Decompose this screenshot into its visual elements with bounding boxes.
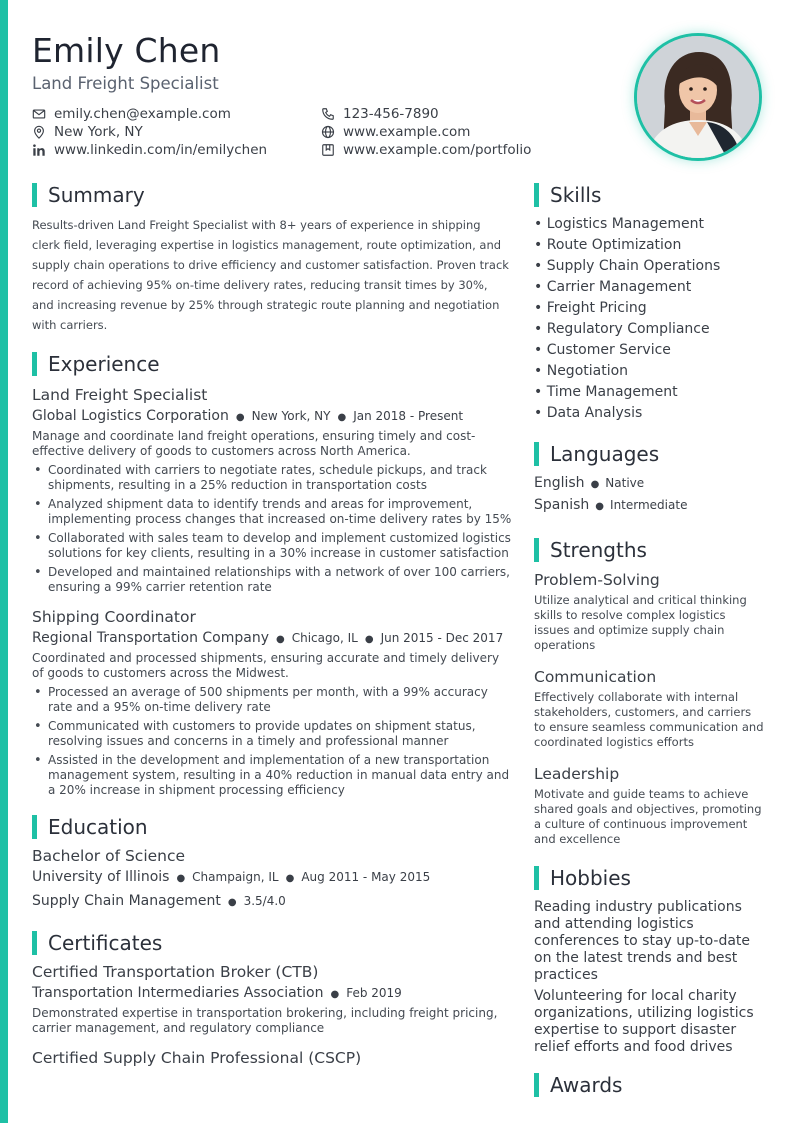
skill-item: • Regulatory Compliance bbox=[534, 321, 710, 337]
certificate-name: Certified Transportation Broker (CTB) bbox=[32, 963, 319, 981]
certificate-description: Demonstrated expertise in transportation brokering, including freight pricing, carrier management, and regulatory compliance bbox=[32, 1006, 498, 1035]
separator-dot: ● bbox=[595, 501, 605, 512]
gpa: 3.5/4.0 bbox=[243, 894, 286, 908]
contact-linkedin[interactable] bbox=[32, 141, 321, 158]
language-level: Intermediate bbox=[610, 498, 688, 512]
languages-heading bbox=[534, 441, 764, 467]
linkedin-text: www.linkedin.com/in/emilychen bbox=[54, 141, 268, 158]
skill-item: • Logistics Management bbox=[534, 216, 704, 232]
profile-photo bbox=[634, 33, 762, 161]
separator-dot: ● bbox=[590, 479, 600, 490]
languages-list bbox=[534, 473, 764, 517]
school-location: Champaign, IL bbox=[192, 870, 279, 884]
job-bullet: • Coordinated with carriers to negotiate rates, schedule pickups, and track shipments, resulting in a 25% reduction in transportation costs bbox=[32, 463, 512, 493]
portfolio-text: www.example.com/portfolio bbox=[343, 141, 532, 158]
field-of-study: Supply Chain Management bbox=[32, 893, 221, 909]
contact-email[interactable] bbox=[32, 105, 321, 122]
awards-heading bbox=[534, 1072, 764, 1098]
skill-item: • Carrier Management bbox=[534, 279, 692, 295]
summary-title: Summary bbox=[48, 183, 145, 207]
education-meta bbox=[32, 866, 512, 890]
summary-text: Results-driven Land Freight Specialist with 8+ years of experience in shipping clerk field, leveraging expertise in logistics management, route optimization, and supply chain operations to drive efficiency and customer satisfaction. Proven track record of achieving 95% on-time delivery rates, reducing transit times by 30%, and increasing revenue by 25% through strategic route planning and negotiation with carriers. bbox=[32, 218, 509, 332]
accent-bar bbox=[0, 0, 8, 1123]
heading-accent bbox=[32, 352, 37, 376]
languages-title: Languages bbox=[550, 442, 660, 466]
experience-entry bbox=[32, 385, 512, 595]
candidate-name: Emily Chen bbox=[32, 31, 221, 70]
separator-dot: ● bbox=[364, 634, 374, 645]
separator-dot: ● bbox=[337, 412, 347, 423]
certificates-heading bbox=[32, 930, 512, 956]
language-item bbox=[534, 473, 764, 495]
job-title: Land Freight Specialist bbox=[32, 386, 208, 404]
job-bullets bbox=[32, 685, 512, 798]
strength-title: Communication bbox=[534, 668, 657, 686]
job-location: Chicago, IL bbox=[291, 631, 358, 645]
separator-dot: ● bbox=[330, 989, 340, 1000]
language-name: Spanish bbox=[534, 497, 590, 513]
hobbies-heading bbox=[534, 865, 764, 891]
job-bullet: • Analyzed shipment data to identify trends and areas for improvement, implementing process changes that increased on-time delivery rates by 15% bbox=[32, 497, 512, 527]
resume-header bbox=[32, 30, 592, 158]
job-bullet: • Communicated with customers to provide updates on shipment status, resolving issues and concerns in a timely and professional manner bbox=[32, 719, 512, 749]
phone-text: 123-456-7890 bbox=[343, 105, 439, 122]
avatar-illustration bbox=[637, 36, 759, 158]
skills-heading bbox=[534, 182, 764, 208]
education-heading bbox=[32, 814, 512, 840]
contact-info bbox=[32, 105, 592, 158]
strength-description: Utilize analytical and critical thinking skills to resolve complex logistics issues and optimize supply chain operations bbox=[534, 593, 747, 652]
certificates-title: Certificates bbox=[48, 931, 163, 955]
certificate-entry bbox=[32, 962, 512, 1036]
job-meta bbox=[32, 627, 512, 651]
job-title: Shipping Coordinator bbox=[32, 608, 196, 626]
education-entry bbox=[32, 846, 512, 914]
heading-accent bbox=[534, 538, 539, 562]
globe-icon bbox=[321, 125, 335, 139]
contact-phone[interactable] bbox=[321, 105, 581, 122]
school-name: University of Illinois bbox=[32, 869, 170, 885]
heading-accent bbox=[32, 931, 37, 955]
job-meta bbox=[32, 405, 512, 429]
strength-title: Problem-Solving bbox=[534, 571, 660, 589]
job-bullet: • Assisted in the development and implementation of a new transportation management system, resulting in a 40% reduction in manual data entry and a 20% increase in shipment processing efficiency bbox=[32, 753, 512, 798]
job-bullet: • Collaborated with sales team to develop and implement customized logistics solutions for key clients, resulting in a 30% increase in customer satisfaction bbox=[32, 531, 512, 561]
skill-item: • Supply Chain Operations bbox=[534, 258, 721, 274]
mail-icon bbox=[32, 107, 46, 121]
strength-item bbox=[534, 764, 764, 847]
strength-description: Effectively collaborate with internal stakeholders, customers, and carriers to ensure seamless communication and coordinated logistics efforts bbox=[534, 690, 764, 749]
company-name: Global Logistics Corporation bbox=[32, 408, 229, 424]
certificate-meta bbox=[32, 982, 512, 1006]
contact-website[interactable] bbox=[321, 123, 581, 140]
website-text: www.example.com bbox=[343, 123, 471, 140]
strengths-heading bbox=[534, 537, 764, 563]
certificate-entry bbox=[32, 1048, 512, 1068]
location-pin-icon bbox=[32, 125, 46, 139]
strength-item bbox=[534, 570, 764, 653]
job-bullets bbox=[32, 463, 512, 595]
heading-accent bbox=[534, 183, 539, 207]
skill-item: • Data Analysis bbox=[534, 405, 643, 421]
job-dates: Jan 2018 - Present bbox=[353, 409, 464, 423]
experience-entry bbox=[32, 607, 512, 798]
separator-dot: ● bbox=[285, 873, 295, 884]
skill-item: • Negotiation bbox=[534, 363, 629, 379]
certificate-date: Feb 2019 bbox=[346, 986, 402, 1000]
heading-accent bbox=[32, 815, 37, 839]
strength-title: Leadership bbox=[534, 765, 620, 783]
skills-title: Skills bbox=[550, 183, 602, 207]
education-field-row bbox=[32, 890, 512, 914]
awards-title: Awards bbox=[550, 1073, 623, 1097]
job-bullet: • Developed and maintained relationships with a network of over 100 carriers, ensuring a 99% carrier retention rate bbox=[32, 565, 512, 595]
right-column bbox=[534, 182, 764, 1098]
phone-icon bbox=[321, 107, 335, 121]
education-dates: Aug 2011 - May 2015 bbox=[301, 870, 431, 884]
strength-item bbox=[534, 667, 764, 750]
certificate-issuer: Transportation Intermediaries Association bbox=[32, 985, 324, 1001]
hobby-item: Reading industry publications and attending logistics conferences to stay up-to-date on the latest trends and best practices bbox=[534, 899, 751, 983]
contact-portfolio[interactable] bbox=[321, 141, 581, 158]
language-item bbox=[534, 495, 764, 517]
job-description: Manage and coordinate land freight operations, ensuring timely and cost-effective delivery of goods to customers across North America. bbox=[32, 429, 476, 458]
company-name: Regional Transportation Company bbox=[32, 630, 269, 646]
skill-item: • Customer Service bbox=[534, 342, 671, 358]
language-level: Native bbox=[605, 476, 645, 490]
job-location: New York, NY bbox=[251, 409, 331, 423]
contact-location bbox=[32, 123, 321, 140]
separator-dot: ● bbox=[227, 897, 237, 908]
strengths-title: Strengths bbox=[550, 538, 647, 562]
education-title: Education bbox=[48, 815, 148, 839]
location-text: New York, NY bbox=[54, 123, 143, 140]
skill-item: • Time Management bbox=[534, 384, 678, 400]
skills-list bbox=[534, 214, 764, 424]
hobbies-list bbox=[534, 899, 764, 1056]
hobby-item: Volunteering for local charity organizations, utilizing logistics expertise to support disaster relief efforts and food drives bbox=[534, 988, 754, 1055]
separator-dot: ● bbox=[176, 873, 186, 884]
separator-dot: ● bbox=[276, 634, 285, 645]
linkedin-icon bbox=[32, 143, 46, 157]
summary-heading bbox=[32, 182, 512, 208]
hobbies-title: Hobbies bbox=[550, 866, 631, 890]
separator-dot: ● bbox=[235, 412, 245, 423]
skill-item: • Freight Pricing bbox=[534, 300, 647, 316]
heading-accent bbox=[534, 442, 539, 466]
skill-item: • Route Optimization bbox=[534, 237, 682, 253]
strength-description: Motivate and guide teams to achieve shared goals and objectives, promoting a culture of continuous improvement and excellence bbox=[534, 787, 762, 846]
job-dates: Jun 2015 - Dec 2017 bbox=[380, 631, 504, 645]
experience-heading bbox=[32, 351, 512, 377]
heading-accent bbox=[534, 866, 539, 890]
email-text: emily.chen@example.com bbox=[54, 105, 231, 122]
certificate-name: Certified Supply Chain Professional (CSCP) bbox=[32, 1049, 362, 1067]
portfolio-icon bbox=[321, 143, 335, 157]
job-description: Coordinated and processed shipments, ensuring accurate and timely delivery of goods to customers across the Midwest. bbox=[32, 651, 500, 680]
left-column bbox=[32, 182, 512, 1068]
experience-title: Experience bbox=[48, 352, 160, 376]
heading-accent bbox=[32, 183, 37, 207]
candidate-title: Land Freight Specialist bbox=[32, 74, 219, 93]
job-bullet: • Processed an average of 500 shipments per month, with a 99% accuracy rate and a 95% on-time delivery rate bbox=[32, 685, 512, 715]
language-name: English bbox=[534, 475, 585, 491]
heading-accent bbox=[534, 1073, 539, 1097]
degree: Bachelor of Science bbox=[32, 847, 186, 865]
